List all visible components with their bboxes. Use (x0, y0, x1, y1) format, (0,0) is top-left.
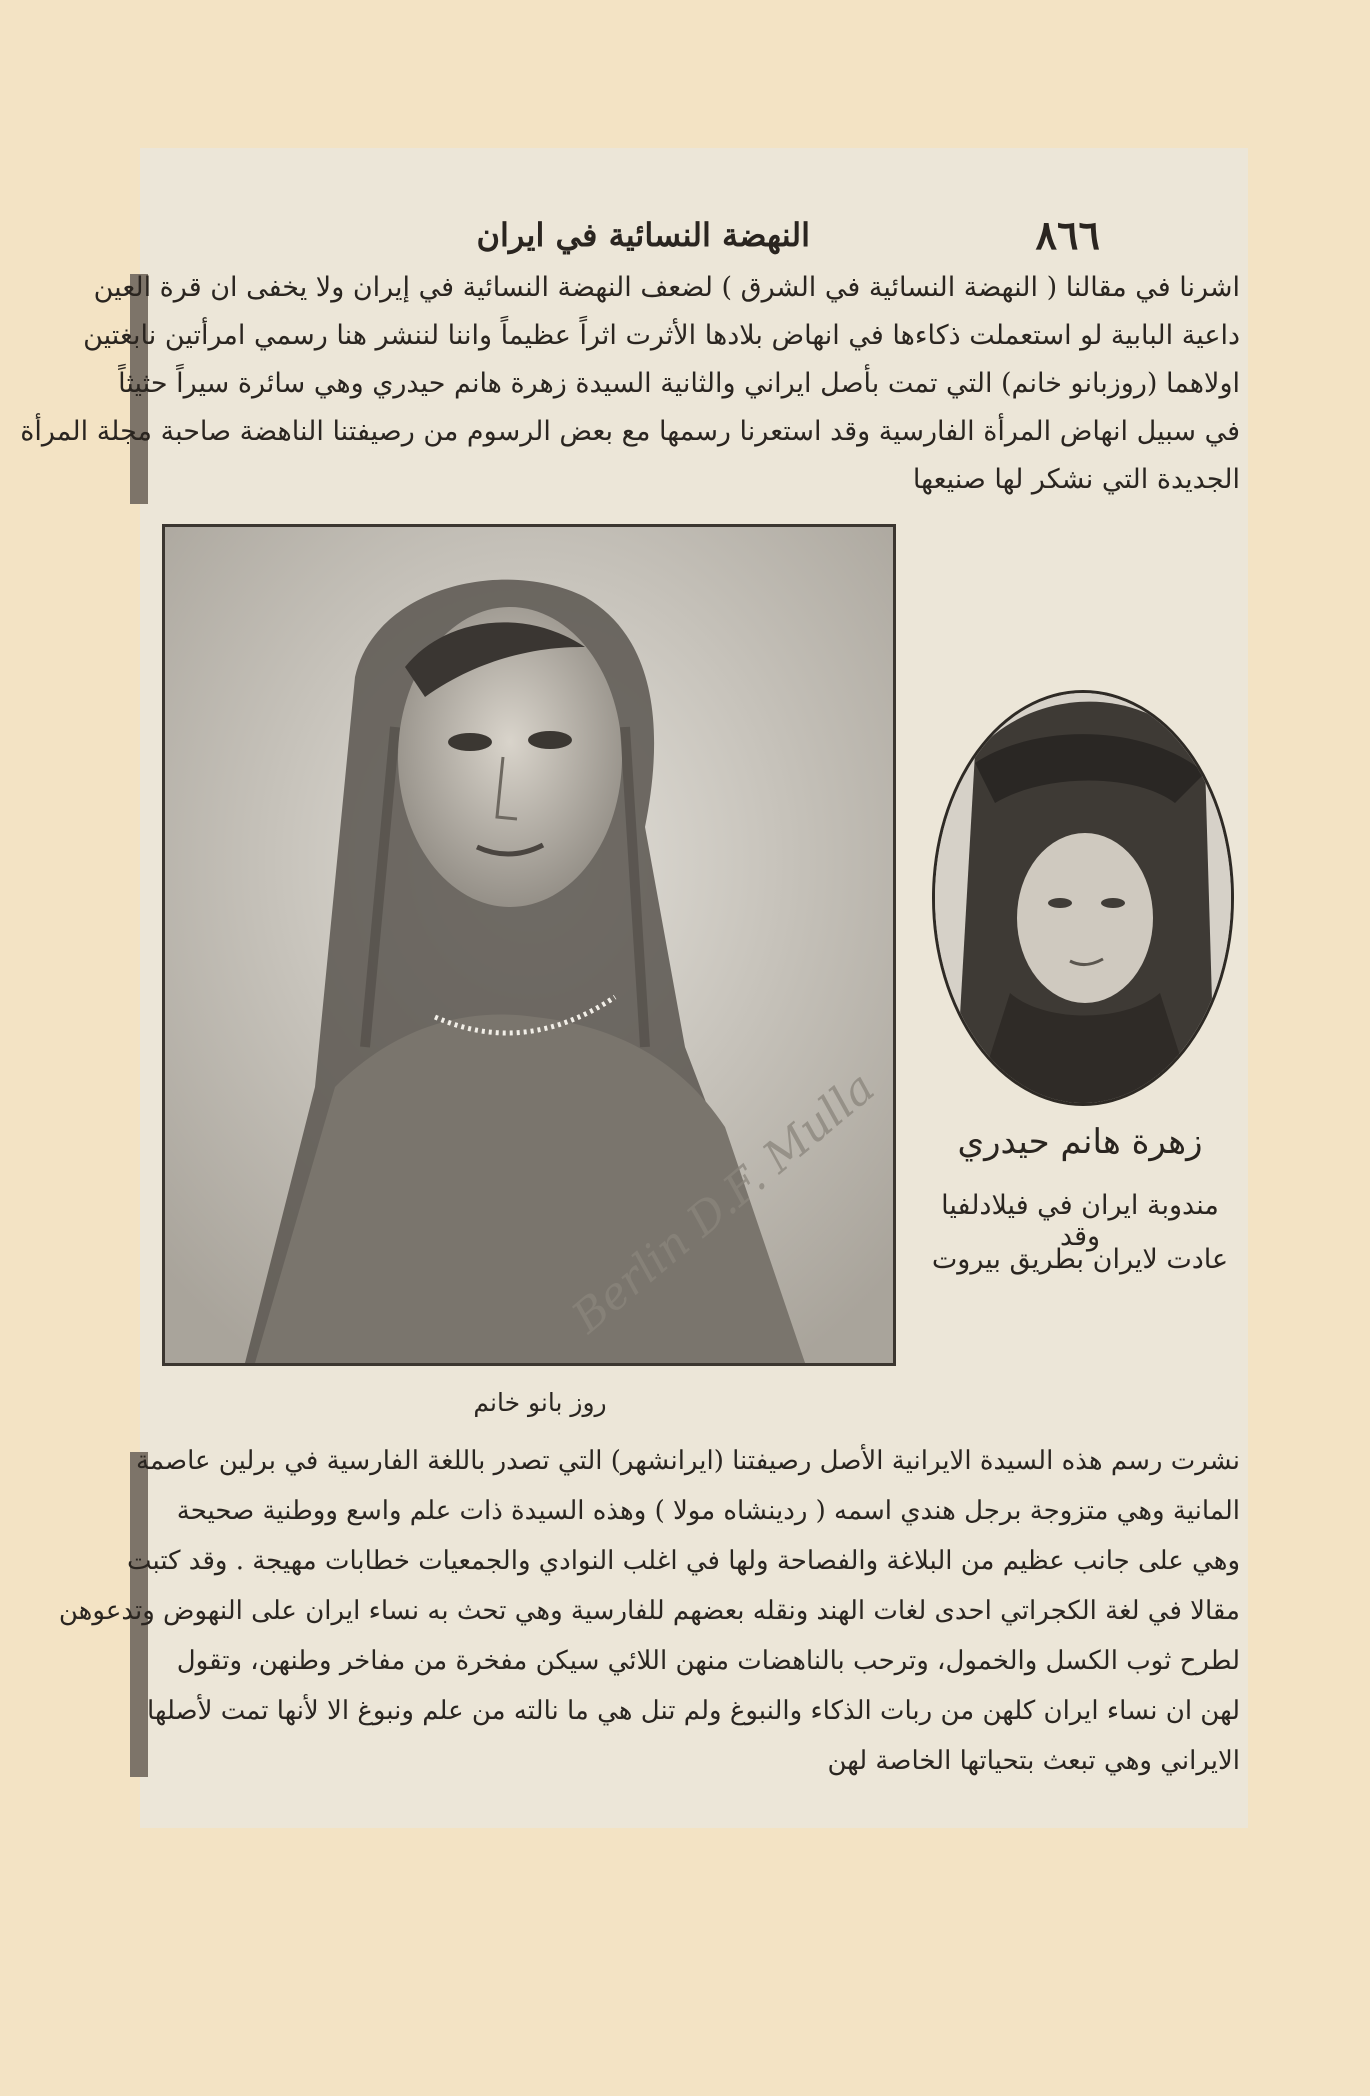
right-caption-line1: مندوبة ايران في فيلادلفيا وقد (941, 1190, 1219, 1252)
page-number: ٨٦٦ (1035, 212, 1100, 259)
portrait-illustration (165, 527, 893, 1363)
body-line: الايراني وهي تبعث بتحياتها الخاصة لهن (827, 1746, 1240, 1776)
portrait-photo (162, 524, 896, 1366)
oval-portrait-illustration (935, 693, 1231, 1103)
intro-line: في سبيل انهاض المرأة الفارسية وقد استعرنا رسمها مع بعض الرسوم من رصيفتنا الناهضة صاحبة مجلة المرأة (20, 416, 1240, 447)
body-line: المانية وهي متزوجة برجل هندي اسمه ( ردينشاه مولا ) وهذه السيدة ذات علم واسع ووطنية صحيحة (176, 1496, 1240, 1526)
body-line: مقالا في لغة الكجراتي احدى لغات الهند ونقله بعضهم للفارسية وهي تحث به نساء ايران على النهوض وتدعوهن (58, 1596, 1240, 1626)
body-line: لطرح ثوب الكسل والخمول، وترحب بالناهضات منهن اللائي سيكن مفخرة من مفاخر وطنهن، وتقول (176, 1646, 1240, 1676)
body-paragraph (58, 1436, 1240, 1786)
portrait-caption: روز بانو خانم (473, 1388, 607, 1417)
right-caption-line2: عادت لايران بطريق بيروت (931, 1244, 1229, 1275)
body-line: نشرت رسم هذه السيدة الايرانية الأصل رصيفتنا (ايرانشهر) التي تصدر باللغة الفارسية في برلين عاصمة (136, 1446, 1240, 1476)
running-title: النهضة النسائية في ايران (476, 216, 810, 254)
intro-line: اشرنا في مقالنا ( النهضة النسائية في الشرق ) لضعف النهضة النسائية في إيران ولا يخفى ان قرة العين (93, 272, 1240, 303)
oval-portrait-photo (932, 690, 1234, 1106)
photographer-signature: Berlin D.F. Mulla (562, 1061, 885, 1344)
right-caption-name: زهرة هانم حيدري (957, 1122, 1203, 1162)
body-line: وهي على جانب عظيم من البلاغة والفصاحة ولها في اغلب النوادي والجمعيات خطابات مهيجة . وقد كتبت (126, 1546, 1240, 1576)
intro-line: اولاهما (روزبانو خانم) التي تمت بأصل ايراني والثانية السيدة زهرة هانم حيدري وهي سائرة سيراً حثيثاً (118, 368, 1240, 399)
intro-line: داعية البابية لو استعملت ذكاءها في انهاض بلادها الأثرت اثراً عظيماً واننا لننشر هنا رسمي امرأتين نابغتين (83, 320, 1240, 351)
body-line: لهن ان نساء ايران كلهن من ربات الذكاء والنبوغ ولم تنل هي ما نالته من علم ونبوغ الا لأنها تمت لأصلها (147, 1696, 1240, 1726)
page-header (400, 212, 1100, 262)
intro-line: الجديدة التي نشكر لها صنيعها (912, 464, 1240, 495)
intro-paragraph (20, 264, 1240, 504)
